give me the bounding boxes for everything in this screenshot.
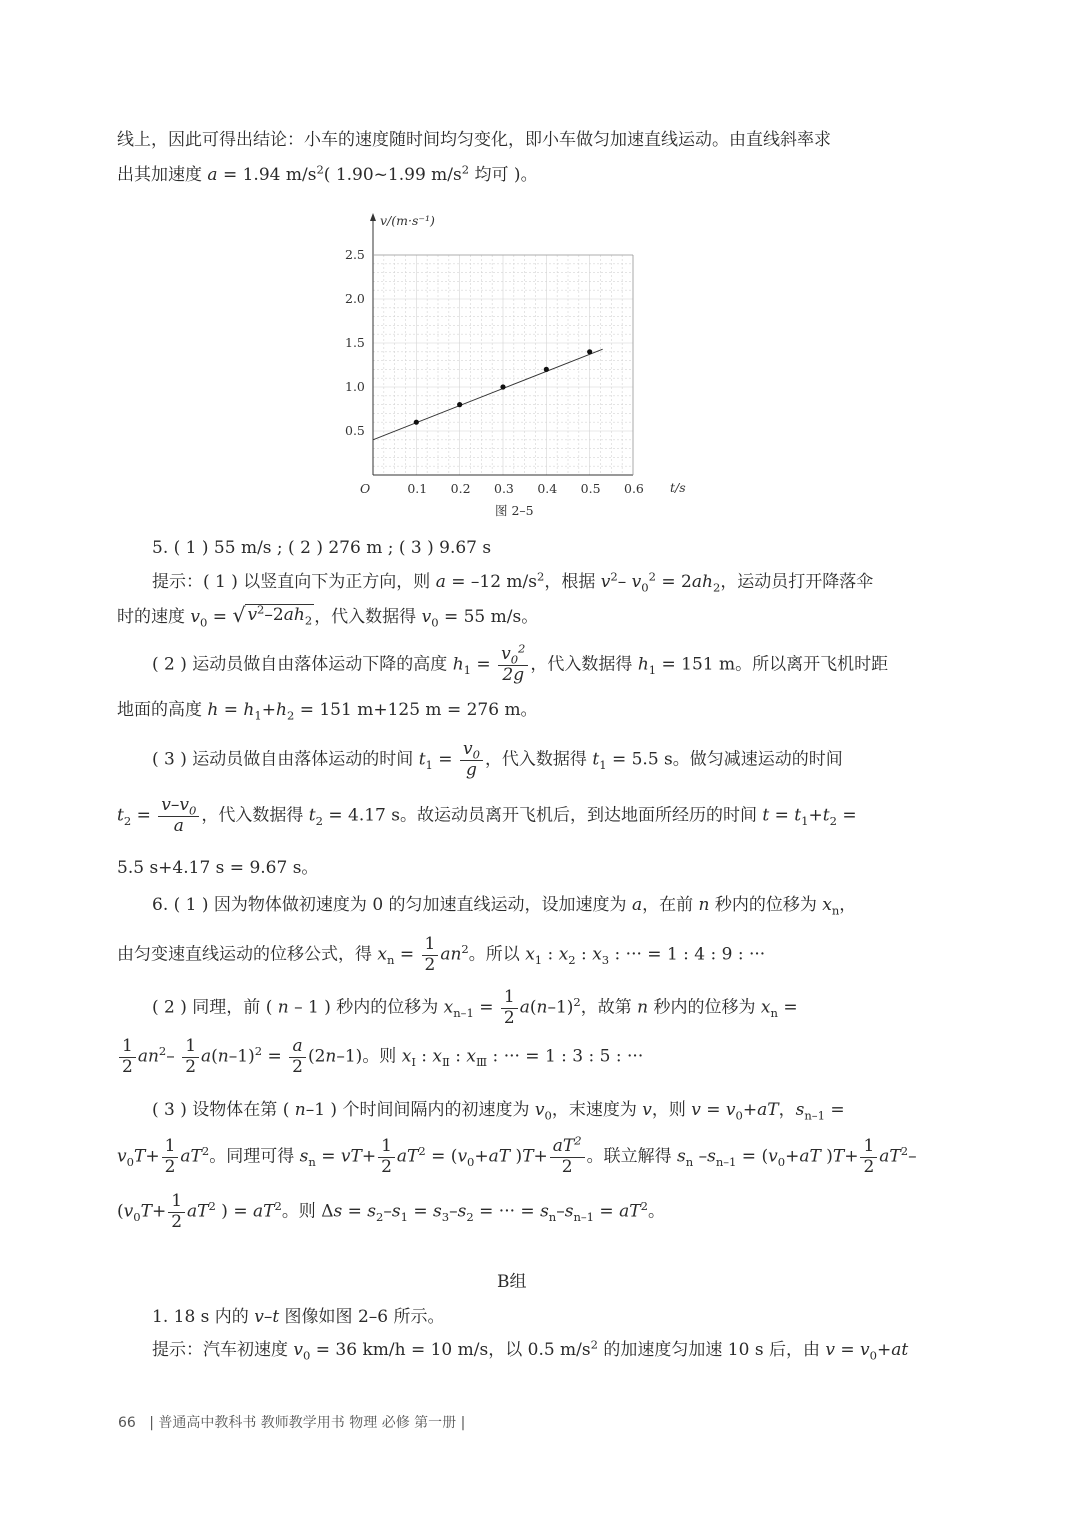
x-tick-label: 0.6 [624, 481, 644, 496]
q5-hint-line-5: ( 3 ) 运动员做自由落体运动的时间 $t_1$ = $\frac{v_0}{g}$ ，代入数据得 $t_1 = 5.5$ s。做匀减速运动的时间 [152, 739, 843, 780]
y-tick-label: 2.0 [345, 291, 365, 306]
x-tick-label: 0.3 [494, 481, 514, 496]
y-tick-label: 1.5 [345, 335, 365, 350]
intro-line-2: 出其加速度 a = 1.94 $m/s^2$( 1.90~1.99 $m/s^2$ 均可 )。 [117, 162, 538, 185]
velocity-time-chart [330, 205, 700, 520]
y-tick-label: 0.5 [345, 423, 365, 438]
data-point [414, 420, 419, 425]
group-b-heading: B组 [497, 1272, 527, 1292]
y-tick-label: 1.0 [345, 379, 365, 394]
q6-line-6: $v_0T+$ $\frac{1}{2}$ $aT^2$。同理可得 $s_n = vT+$ $\frac{1}{2}$ $aT^2 = (v_0+aT$ )T+ $\frac{aT^2}{2}$ 。联立解得 $s_n$ $-s_{n-1} = (v_0+aT$ )T+ $\frac{1}{2}$ $aT^2-$ [117, 1133, 917, 1177]
group-b-q1: 1. 18 s 内的 v–t 图像如图 2–6 所示。 [152, 1307, 445, 1327]
data-point [500, 384, 505, 389]
y-tick-label: 2.5 [345, 247, 365, 262]
q5-hint-line-4: 地面的高度 $h = h_1+h_2 = 151$ m+125 m = 276 m。 [117, 700, 538, 723]
x-axis-label: t/s [670, 480, 686, 495]
origin-label: O [360, 481, 371, 496]
y-axis-arrow [370, 213, 376, 221]
book-title: | 普通高中教科书 教师教学用书 物理 必修 第一册 | [149, 1415, 466, 1431]
x-tick-label: 0.5 [580, 481, 601, 496]
q5-answer: 5. ( 1 ) 55 m/s ; ( 2 ) 276 m ; ( 3 ) 9.67 s [152, 538, 492, 558]
data-point [544, 367, 549, 372]
tick-labels [345, 247, 644, 496]
fit-line [373, 349, 603, 440]
x-tick-label: 0.2 [450, 481, 471, 496]
chart-axes [370, 213, 633, 475]
y-axis-label: v/(m·s⁻¹) [380, 213, 435, 228]
page-number: 66 [118, 1415, 136, 1431]
q6-line-4: $\frac{1}{2}$ $an^2-$ $\frac{1}{2}$ $a(n-1)^2$ = $\frac{a}{2}$ (2n–1)。则 $x_Ⅰ$ : $x_Ⅱ$ : $x_Ⅲ$ : ··· = 1 : 3 : 5 : ··· [117, 1037, 643, 1077]
q5-hint-line-6: $t_2$ = $\frac{v-v_0}{a}$ ，代入数据得 $t_2 = 4.17$ s。故运动员离开飞机后，到达地面所经历的时间 $t = t_1+t_2$ = [117, 795, 857, 836]
chart-grid [373, 255, 633, 475]
q5-hint-line-2: 时的速度 $v_0$ = √ $v^2-2ah_2$ ，代入数据得 $v_0 = 55$ m/s。 [117, 602, 539, 630]
q6-line-2: 由匀变速直线运动的位移公式，得 $x_n$ = $\frac{1}{2}$ $an^2$。所以 $x_1$ : $x_2$ : $x_3$ : ··· = 1 : 4 : 9 : ··· [117, 934, 766, 975]
chart-caption: 图 2–5 [495, 503, 534, 518]
x-tick-label: 0.1 [407, 481, 428, 496]
x-tick-label: 0.4 [537, 481, 558, 496]
q5-hint-line-3: ( 2 ) 运动员做自由落体运动下降的高度 $h_1$ = $\frac{v_0^2}{2g}$ ，代入数据得 $h_1 = 151$ m。所以离开飞机时距 [152, 641, 889, 685]
q5-hint-line-1: 提示：( 1 ) 以竖直向下为正方向，则 a = –12 $m/s^2$，根据 $v^2-$ $v_0^2 = 2ah_2$，运动员打开降落伞 [152, 569, 874, 595]
q6-line-1: 6. ( 1 ) 因为物体做初速度为 0 的匀加速直线运动，设加速度为 a，在前 n 秒内的位移为 $x_n$， [152, 895, 857, 918]
q5-hint-line-7: 5.5 s+4.17 s = 9.67 s。 [117, 858, 319, 878]
data-point [457, 402, 462, 407]
data-point [587, 349, 592, 354]
q6-line-7: ($v_0T+$ $\frac{1}{2}$ $aT^2$ ) = $aT^2$。则 $\Delta s = s_2-s_1 = s_3-s_2$ = ··· = $s_n-s_{n-1} = aT^2$。 [117, 1191, 665, 1232]
page-footer [118, 1412, 465, 1432]
q6-line-5: ( 3 ) 设物体在第 ( n–1 ) 个时间间隔内的初速度为 $v_0$，末速度为 v，则 $v = v_0+aT$，$s_{n-1}$ = [152, 1100, 845, 1123]
q6-line-3: ( 2 ) 同理，前 ( n – 1 ) 秒内的位移为 $x_{n-1}$ = $\frac{1}{2}$ $a(n-1)^2$，故第 n 秒内的位移为 $x_n$ = [152, 987, 798, 1028]
group-b-hint: 提示：汽车初速度 $v_0 = 36$ km/h = 10 m/s，以 0.5 $m/s^2$ 的加速度匀加速 10 s 后，由 $v = v_0+at$ [152, 1337, 909, 1363]
intro-line-1: 线上，因此可得出结论：小车的速度随时间均匀变化，即小车做匀加速直线运动。由直线斜率求 [117, 130, 831, 150]
